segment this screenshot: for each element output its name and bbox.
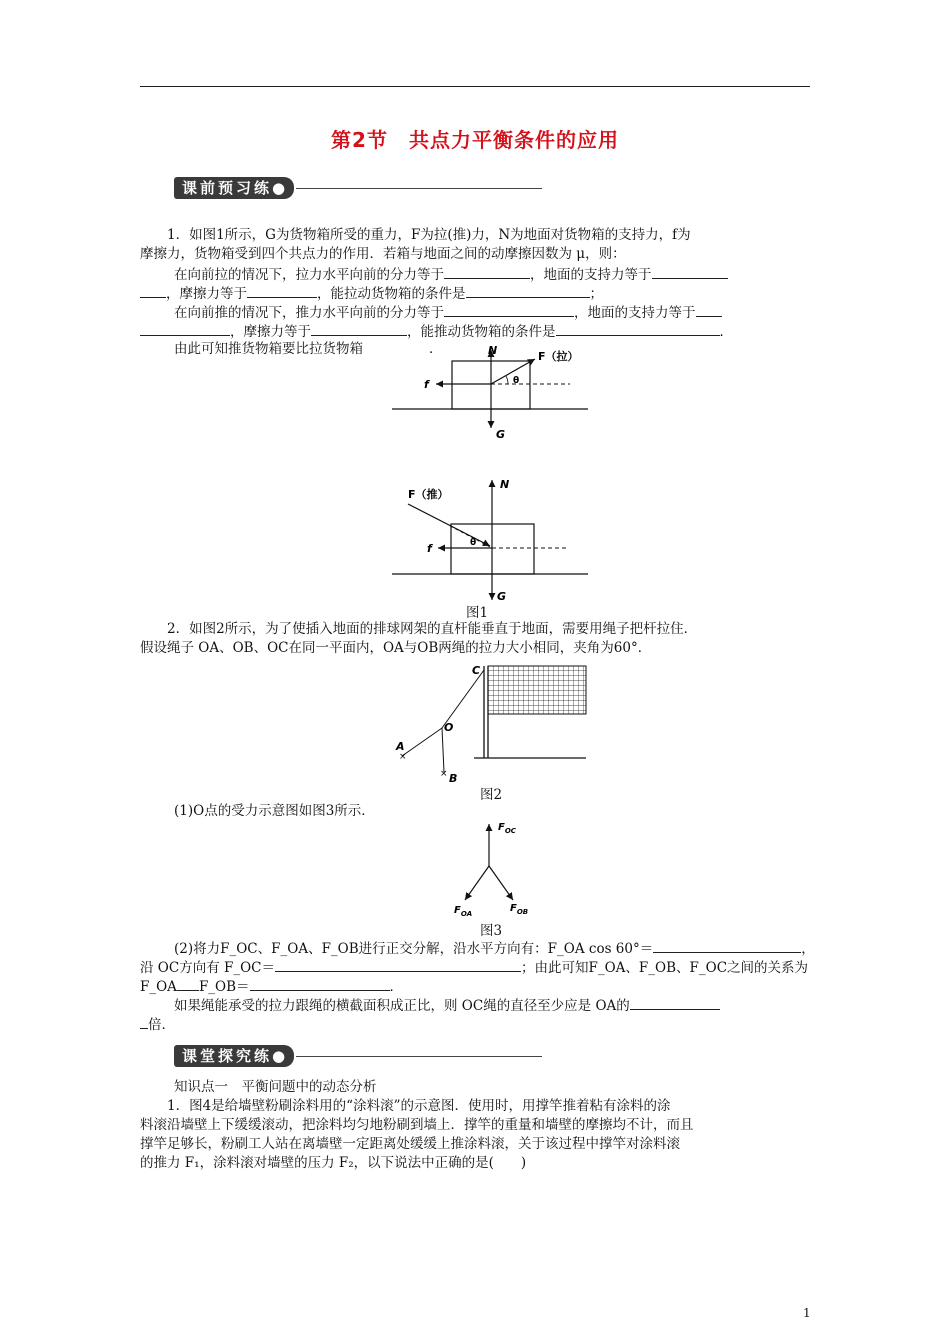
q2-sub2-line3	[140, 976, 812, 997]
q2-sub3-line2	[140, 1014, 812, 1035]
punct: ．	[429, 341, 443, 357]
q2-sub2-line2	[140, 957, 812, 978]
q1-line5	[174, 302, 814, 323]
kp1-line3: 撑竿足够长，粉刷工人站在离墙壁一定距离处缓缓上推涂料滚，关于该过程中撑竿对涂料滚	[140, 1136, 680, 1152]
answer-blank[interactable]	[556, 321, 720, 336]
stake-B-mark: ×	[440, 769, 448, 779]
label-N: N	[488, 344, 498, 357]
figure3-caption: 图3	[480, 923, 503, 939]
label-O: O	[444, 721, 454, 734]
label-FOA: $F_{OA}$	[454, 905, 473, 918]
page-title: 第2节 共点力平衡条件的应用	[331, 128, 619, 152]
FOA-arrow	[465, 866, 489, 900]
answer-blank[interactable]	[177, 976, 199, 991]
rope-OC	[442, 670, 484, 728]
label-A: A	[396, 740, 405, 753]
kp1-heading: 知识点一 平衡问题中的动态分析	[174, 1079, 377, 1095]
q2-sub2-fob: F_OB＝	[198, 979, 250, 995]
answer-blank[interactable]	[140, 283, 166, 298]
q1-conclusion: 由此可知推货物箱要比拉货物箱	[174, 341, 363, 357]
answer-blank[interactable]	[311, 321, 407, 336]
q1-line6	[140, 321, 812, 342]
punct: ．	[389, 979, 404, 995]
answer-blank[interactable]	[466, 283, 590, 298]
answer-blank[interactable]	[444, 302, 574, 317]
figure1-pull-diagram	[380, 342, 620, 442]
punct: ，	[801, 941, 815, 957]
answer-blank[interactable]	[630, 995, 720, 1010]
q2-sub2-oc: 沿 OC方向有 F_OC＝	[140, 960, 275, 976]
q1-line1: 1．如图1所示，G为货物箱所受的重力，F为拉(推)力，N为地面对货物箱的支持力，f为	[167, 227, 691, 243]
q1-push-friction-label: ，摩擦力等于	[230, 324, 311, 340]
q1-push-horizontal-label: 在向前推的情况下，推力水平向前的分力等于	[174, 305, 444, 321]
section-banner-classroom	[174, 1045, 542, 1067]
label-F-pull: F（拉）	[538, 350, 579, 363]
q2-sub2-line1	[174, 938, 814, 959]
answer-blank[interactable]	[140, 1014, 148, 1029]
theta-arc	[506, 376, 508, 384]
answer-blank[interactable]	[247, 283, 317, 298]
section-tag: 课前预习练●	[174, 177, 294, 199]
net-mesh	[488, 666, 586, 714]
answer-blank[interactable]	[653, 938, 801, 953]
q2-line2: 假设绳子 OA、OB、OC在同一平面内，OA与OB两绳的拉力大小相同，夹角为60°．	[140, 640, 652, 656]
top-rule	[140, 86, 810, 87]
label-FOB: $F_{OB}$	[510, 903, 529, 916]
q2-sub1: (1)O点的受力示意图如图3所示．	[174, 803, 375, 819]
label-G: G	[496, 428, 506, 441]
answer-blank[interactable]	[250, 976, 390, 991]
answer-blank[interactable]	[444, 264, 530, 279]
rope-OB	[442, 728, 444, 772]
F-push-arrow	[408, 504, 490, 546]
q1-push-support-label: ，地面的支持力等于	[574, 305, 696, 321]
label-f: f	[424, 378, 429, 391]
kp1-line4: 的推力 F₁，涂料滚对墙壁的压力 F₂，以下说法中正确的是( )	[140, 1155, 527, 1171]
q1-pull-horizontal-label: 在向前拉的情况下，拉力水平向前的分力等于	[174, 267, 444, 283]
label-N: N	[500, 478, 510, 491]
kp1-line1: 1．图4是给墙壁粉刷涂料用的“涂料滚”的示意图．使用时，用撑竿推着粘有涂料的涂	[167, 1098, 671, 1114]
q2-sub3-end: 倍．	[148, 1017, 175, 1033]
punct: ．	[719, 324, 733, 340]
q1-pull-condition-label: ，能拉动货物箱的条件是	[317, 286, 466, 302]
section-banner-preview	[174, 177, 542, 199]
q1-line3	[174, 264, 814, 285]
label-FOC: $F_{OC}$	[498, 822, 516, 835]
rope-OA	[402, 728, 442, 756]
figure3-force-diagram	[440, 818, 550, 918]
answer-blank[interactable]	[652, 264, 728, 279]
kp1-line2: 料滚沿墙壁上下缓缓滚动，把涂料均匀地粉刷到墙上．撑竿的重量和墙壁的摩擦均不计，而且	[140, 1117, 694, 1133]
q2-sub2-relation: ；由此可知F_OA、F_OB、F_OC之间的关系为	[521, 960, 809, 976]
label-G: G	[497, 590, 507, 603]
answer-blank[interactable]	[140, 321, 230, 336]
answer-blank[interactable]	[275, 957, 521, 972]
q2-sub2-horizontal: (2)将力F_OC、F_OA、F_OB进行正交分解，沿水平方向有：F_OA cos 60°＝	[174, 941, 654, 957]
q1-line2: 摩擦力，货物箱受到四个共点力的作用．若箱与地面之间的动摩擦因数为 μ，则：	[140, 246, 626, 262]
q2-sub2-foa: F_OA	[140, 979, 177, 995]
q2-line1: 2．如图2所示，为了使插入地面的排球网架的直杆能垂直于地面，需要用绳子把杆拉住．	[167, 621, 698, 637]
FOB-arrow	[489, 866, 513, 900]
figure2-net-diagram	[388, 660, 598, 786]
label-C: C	[472, 664, 481, 677]
page-number: 1	[803, 1306, 811, 1320]
label-f: f	[427, 542, 432, 555]
q1-pull-support-label: ，地面的支持力等于	[530, 267, 652, 283]
figure2-caption: 图2	[480, 787, 503, 803]
label-theta: θ	[513, 376, 520, 386]
q2-sub3-line1	[174, 995, 814, 1016]
q1-push-condition-label: ，能推动货物箱的条件是	[407, 324, 556, 340]
answer-blank[interactable]	[696, 302, 722, 317]
q1-line4	[140, 283, 812, 304]
q1-pull-friction-label: ，摩擦力等于	[166, 286, 247, 302]
stake-A-mark: ×	[399, 752, 407, 762]
q2-sub3-text: 如果绳能承受的拉力跟绳的横截面积成正比，则 OC绳的直径至少应是 OA的	[174, 998, 630, 1014]
punct: ；	[589, 286, 603, 302]
figure1-push-diagram	[380, 474, 620, 604]
label-theta: θ	[470, 538, 477, 548]
figure1-caption: 图1	[466, 605, 489, 621]
banner-rule	[296, 1056, 542, 1057]
section-tag: 课堂探究练●	[174, 1045, 294, 1067]
label-F-push: F（推）	[408, 488, 449, 501]
label-B: B	[449, 772, 458, 785]
banner-rule	[296, 188, 542, 189]
